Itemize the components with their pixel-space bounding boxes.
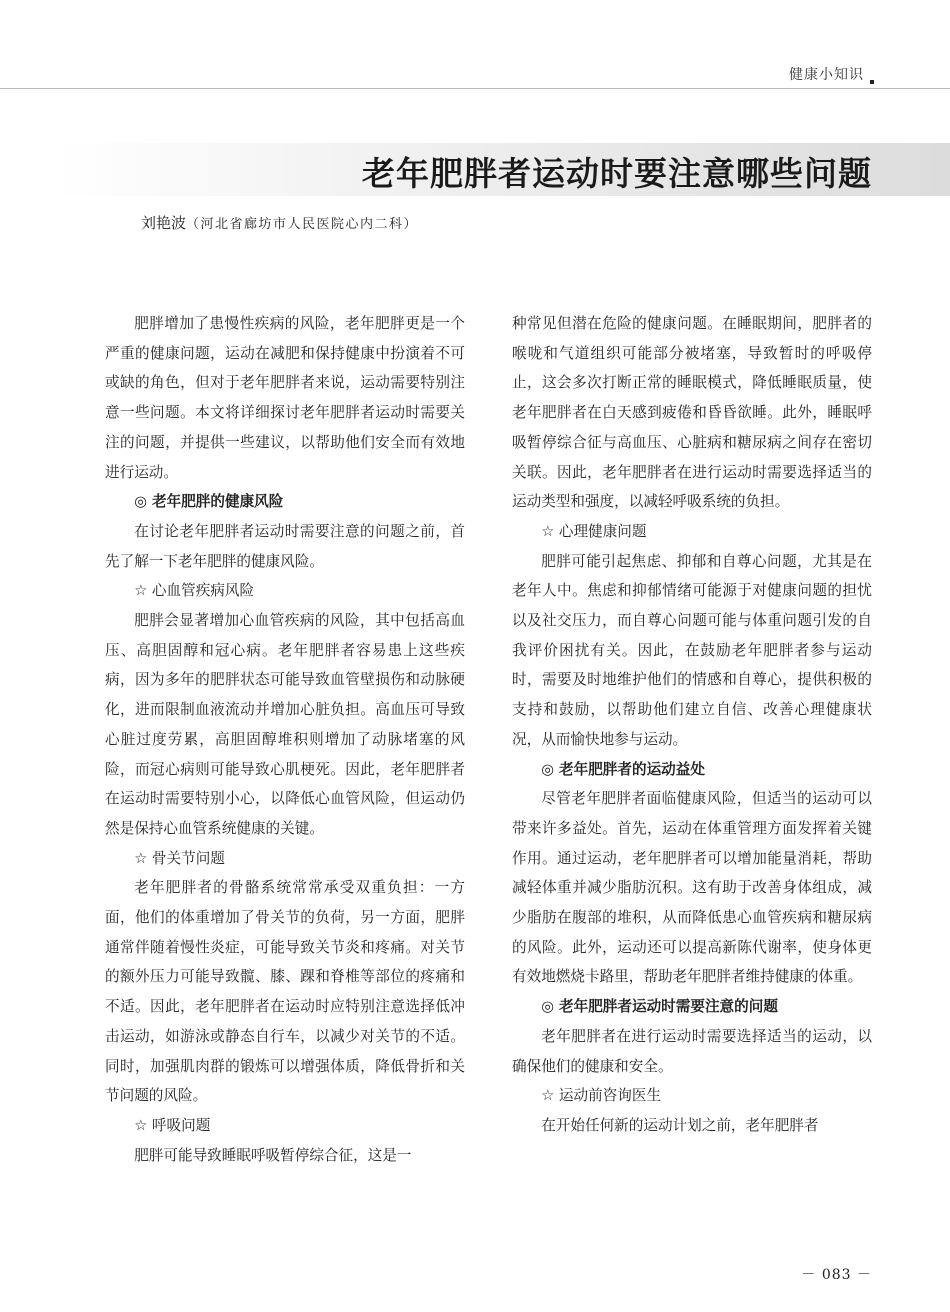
paragraph: 肥胖可能导致睡眠呼吸暂停综合征，这是一 xyxy=(134,1146,412,1164)
subsection-heading: ☆ 心血管疾病风险 xyxy=(134,582,255,600)
subsection-heading: ☆ 呼吸问题 xyxy=(134,1116,211,1134)
paragraph: 在讨论老年肥胖者运动时需要注意的问题之前，首先了解一下老年肥胖的健康风险。 xyxy=(105,522,465,570)
section-heading: ◎ 老年肥胖者运动时需要注意的问题 xyxy=(541,998,778,1016)
paragraph-continued: 种常见但潜在危险的健康问题。在睡眠期间，肥胖者的喉咙和气道组织可能部分被堵塞，导致暂时的呼吸停止，这会多次打断正常的睡眠模式，降低睡眠质量，使老年肥胖者在白天感到疲倦和昏昏欲睡。此外，睡眠呼吸暂停综合征与高血压、心脏病和糖尿病之间存在密切关联。因此，老年肥胖者在进行运动时需要选择适当的运动类型和强度，以减轻呼吸系统的负担。 xyxy=(512,315,872,511)
section-heading: ◎ 老年肥胖者的运动益处 xyxy=(541,760,705,778)
author-name: 刘艳波 xyxy=(141,214,187,232)
author-affiliation: （河北省廊坊市人民医院心内二科） xyxy=(186,217,419,232)
section-label: 健康小知识 xyxy=(789,67,864,83)
section-heading: ◎ 老年肥胖的健康风险 xyxy=(134,493,284,511)
subsection-heading: ☆ 运动前咨询医生 xyxy=(541,1087,662,1105)
article-title: 老年肥胖者运动时要注意哪些问题 xyxy=(362,154,872,193)
paragraph: 肥胖增加了患慢性疾病的风险，老年肥胖更是一个严重的健康问题，运动在减肥和保持健康中扮演着不可或缺的角色，但对于老年肥胖者来说，运动需要特别注意一些问题。本文将详细探讨老年肥胖者运动时需要关注的问题，并提供一些建议，以帮助他们安全而有效地进行运动。 xyxy=(105,315,465,481)
header-dot xyxy=(870,80,874,84)
author-line xyxy=(141,212,418,233)
subsection-heading: ☆ 骨关节问题 xyxy=(134,849,225,867)
paragraph: 肥胖可能引起焦虑、抑郁和自尊心问题，尤其是在老年人中。焦虑和抑郁情绪可能源于对健康问题的担忧以及社交压力，而自尊心问题可能与体重问题引发的自我评价困扰有关。因此，在鼓励老年肥胖者参与运动时，需要及时地维护他们的情感和自尊心，提供积极的支持和鼓励，以帮助他们建立自信、改善心理健康状况，从而愉快地参与运动。 xyxy=(512,552,872,748)
paragraph: 老年肥胖者在进行运动时需要选择适当的运动，以确保他们的健康和安全。 xyxy=(512,1027,872,1075)
left-column xyxy=(105,309,465,1170)
paragraph: 尽管老年肥胖者面临健康风险，但适当的运动可以带来许多益处。首先，运动在体重管理方面发挥着关键作用。通过运动，老年肥胖者可以增加能量消耗，帮助减轻体重并减少脂肪沉积。这有助于改善身体组成，减少脂肪在腹部的堆积，从而降低患心血管疾病和糖尿病的风险。此外，运动还可以提高新陈代谢率，使身体更有效地燃烧卡路里，帮助老年肥胖者维持健康的体重。 xyxy=(512,790,872,986)
right-column xyxy=(512,309,872,1141)
page-number: － 083 － xyxy=(801,1267,872,1283)
paragraph: 老年肥胖者的骨骼系统常常承受双重负担：一方面，他们的体重增加了骨关节的负荷，另一方面，肥胖通常伴随着慢性炎症，可能导致关节炎和疼痛。对关节的额外压力可能导致髋、膝、踝和脊椎等部位的疼痛和不适。因此，老年肥胖者在运动时应特别注意选择低冲击运动，如游泳或静态自行车，以减少对关节的不适。同时，加强肌肉群的锻炼可以增强体质，降低骨折和关节问题的风险。 xyxy=(105,879,465,1105)
header-rule xyxy=(0,88,950,89)
subsection-heading: ☆ 心理健康问题 xyxy=(541,522,647,540)
paragraph: 在开始任何新的运动计划之前，老年肥胖者 xyxy=(541,1116,819,1134)
paragraph: 肥胖会显著增加心血管疾病的风险，其中包括高血压、高胆固醇和冠心病。老年肥胖者容易患上这些疾病，因为多年的肥胖状态可能导致血管壁损伤和动脉硬化，进而限制血液流动并增加心脏负担。高血压可导致心脏过度劳累，高胆固醇堆积则增加了动脉堵塞的风险，而冠心病则可能导致心肌梗死。因此，老年肥胖者在运动时需要特别小心，以降低心血管风险，但运动仍然是保持心血管系统健康的关键。 xyxy=(105,612,465,837)
